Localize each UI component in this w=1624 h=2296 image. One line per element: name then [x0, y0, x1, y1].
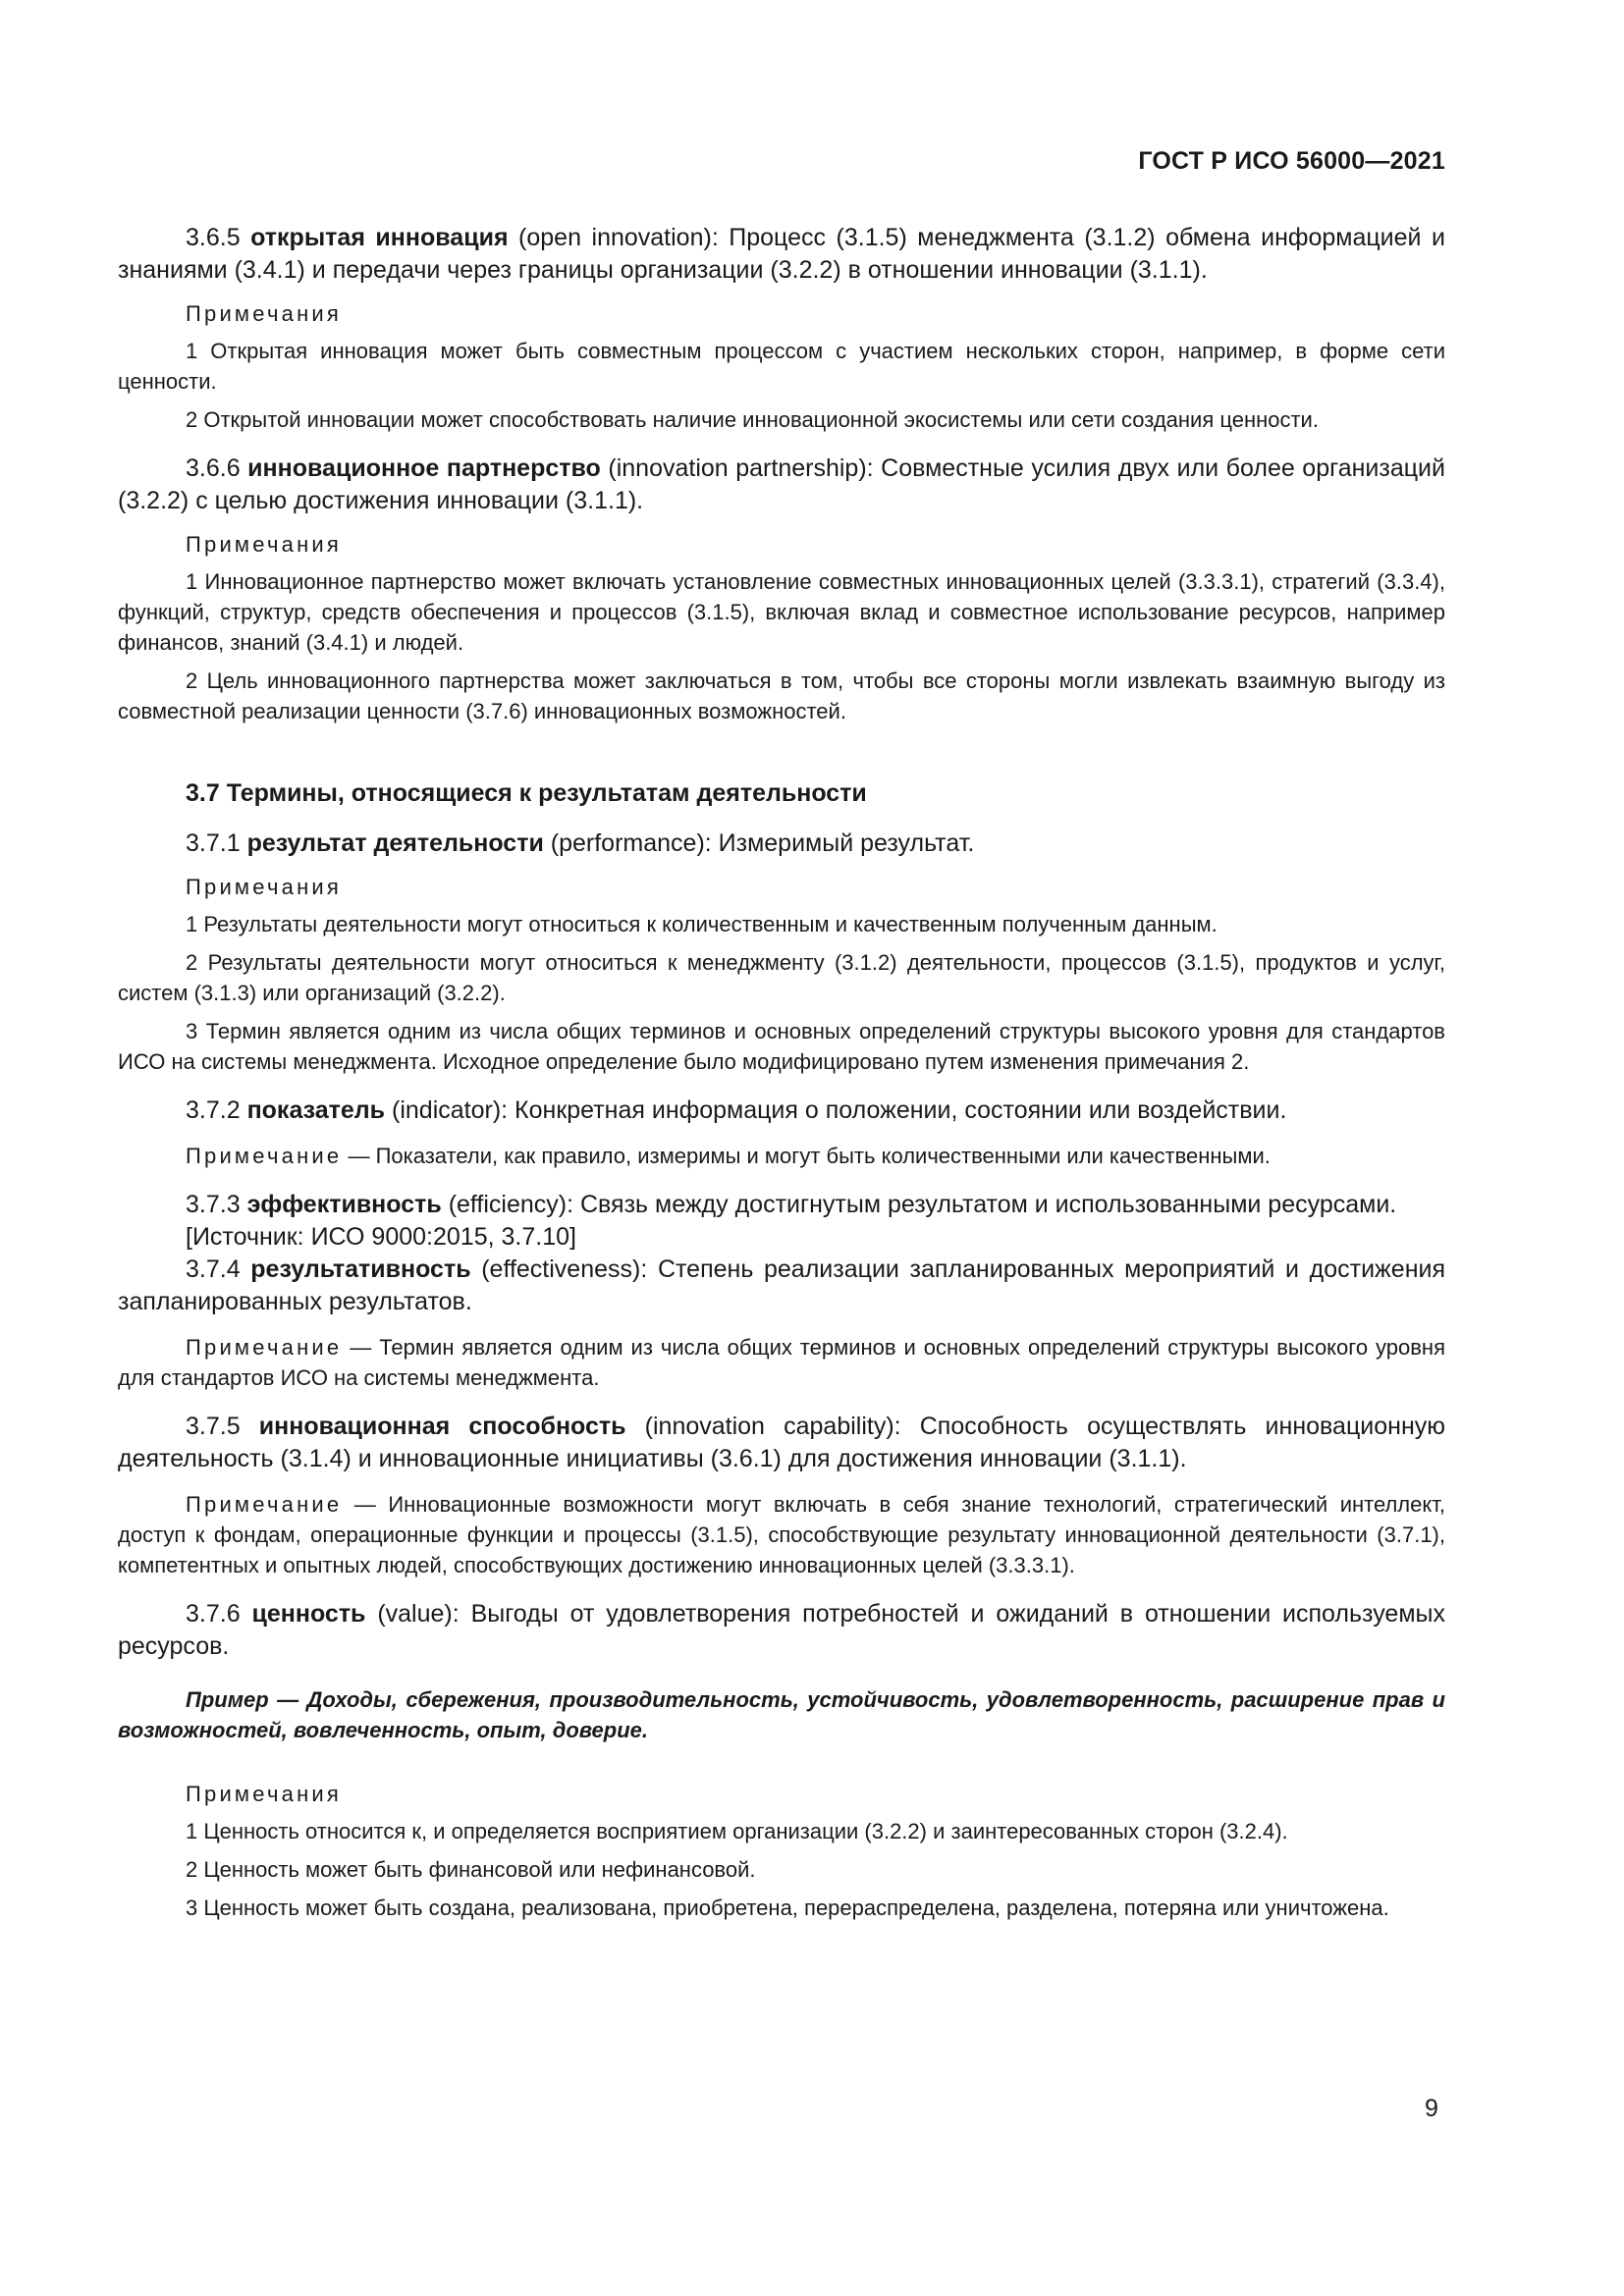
term-definition: (innovation capability): Способность осуществлять инновационную деятельность (3.1.4) и инновационные инициативы (3.6.1) для достижения инновации (3.1.1). [118, 1413, 1445, 1472]
note-3-7-4 [118, 1332, 1445, 1393]
notes-heading: Примечания [186, 1782, 343, 1806]
note-3-7-5 [118, 1489, 1445, 1580]
term-title: инновационная способность [258, 1413, 626, 1440]
note-heading: Примечание [186, 1144, 343, 1168]
term-title: инновационное партнерство [247, 454, 601, 482]
term-definition: (performance): Измеримый результат. [543, 829, 975, 857]
source-reference: [Источник: ИСО 9000:2015, 3.7.10] [186, 1223, 576, 1251]
note-text: — Показатели, как правило, измеримы и могут быть количественными или качественными. [342, 1144, 1271, 1168]
notes-heading: Примечания [186, 301, 343, 326]
term-number: 3.7.4 [186, 1255, 241, 1283]
note-3-7-1-1: 1 Результаты деятельности могут относиться к количественным и качественным полученным данным. [186, 912, 1218, 936]
term-title: открытая инновация [250, 224, 509, 251]
note-heading: Примечание [186, 1335, 343, 1360]
term-3-7-3 [118, 1189, 1445, 1221]
note-3-6-6-2: 2 Цель инновационного партнерства может заключаться в том, чтобы все стороны могли извлекать взаимную выгоду из совместной реализации ценности (3.7.6) инновационных возможностей. [118, 668, 1445, 723]
note-heading: Примечание [186, 1492, 343, 1517]
notes-heading: Примечания [186, 532, 343, 557]
page-number: 9 [1425, 2095, 1438, 2122]
term-3-7-6 [118, 1598, 1445, 1663]
note-3-7-6-2: 2 Ценность может быть финансовой или нефинансовой. [186, 1857, 756, 1882]
note-text: — Инновационные возможности могут включать в себя знание технологий, стратегический интеллект, доступ к фондам, операционные функции и процессы (3.1.5), способствующие результату инновационной деятельности (3.7.1), компетентных и опытных людей, способствующих достижению инновационных целей (3.3.3.1). [118, 1492, 1445, 1577]
term-3-7-2 [118, 1095, 1445, 1127]
term-3-7-5 [118, 1411, 1445, 1475]
term-title: показатель [246, 1096, 386, 1124]
page-content [118, 222, 1445, 1923]
term-definition: (effectiveness): Степень реализации запланированных мероприятий и достижения запланированных результатов. [118, 1255, 1445, 1315]
term-number: 3.6.5 [186, 224, 241, 251]
term-3-7-1 [118, 828, 1445, 860]
term-definition: (efficiency): Связь между достигнутым результатом и использованными ресурсами. [441, 1191, 1397, 1218]
note-3-7-1-3: 3 Термин является одним из числа общих терминов и основных определений структуры высокого уровня для стандартов ИСО на системы менеджмента. Исходное определение было модифицировано путем изменения примечания 2. [118, 1019, 1445, 1074]
standard-header: ГОСТ Р ИСО 56000—2021 [1138, 147, 1445, 175]
example-3-7-6: Пример — Доходы, сбережения, производительность, устойчивость, удовлетворенность, расширение прав и возможностей, вовлеченность, опыт, доверие. [118, 1687, 1445, 1742]
note-3-7-6-1: 1 Ценность относится к, и определяется восприятием организации (3.2.2) и заинтересованных сторон (3.2.4). [186, 1819, 1288, 1843]
note-3-6-6-1: 1 Инновационное партнерство может включать установление совместных инновационных целей (3.3.3.1), стратегий (3.3.4), функций, структур, средств обеспечения и процессов (3.1.5), включая вклад и совместное использование ресурсов, например финансов, знаний (3.4.1) и людей. [118, 569, 1445, 655]
term-number: 3.7.6 [186, 1600, 241, 1628]
term-3-6-5 [118, 222, 1445, 287]
term-title: результативность [250, 1255, 471, 1283]
term-definition: (indicator): Конкретная информация о положении, состоянии или воздействии. [385, 1096, 1287, 1124]
note-text: — Термин является одним из числа общих терминов и основных определений структуры высокого уровня для стандартов ИСО на системы менеджмента. [118, 1335, 1445, 1390]
term-number: 3.7.2 [186, 1096, 241, 1124]
term-number: 3.6.6 [186, 454, 241, 482]
term-title: эффективность [246, 1191, 442, 1218]
term-definition: (open innovation): Процесс (3.1.5) менеджмента (3.1.2) обмена информацией и знаниями (3.4.1) и передачи через границы организации (3.2.2) в отношении инновации (3.1.1). [118, 224, 1445, 284]
term-title: ценность [251, 1600, 366, 1628]
note-3-6-5-2: 2 Открытой инновации может способствовать наличие инновационной экосистемы или сети создания ценности. [186, 407, 1319, 432]
term-number: 3.7.3 [186, 1191, 241, 1218]
note-3-7-1-2: 2 Результаты деятельности могут относиться к менеджменту (3.1.2) деятельности, процессов (3.1.5), продуктов и услуг, систем (3.1.3) или организаций (3.2.2). [118, 950, 1445, 1005]
notes-heading: Примечания [186, 875, 343, 899]
term-number: 3.7.1 [186, 829, 241, 857]
note-3-6-5-1: 1 Открытая инновация может быть совместным процессом с участием нескольких сторон, например, в форме сети ценности. [118, 339, 1445, 394]
term-definition: (value): Выгоды от удовлетворения потребностей и ожиданий в отношении используемых ресурсов. [118, 1600, 1445, 1660]
term-title: результат деятельности [246, 829, 544, 857]
term-3-7-4 [118, 1254, 1445, 1318]
section-heading-3-7: 3.7 Термины, относящиеся к результатам деятельности [186, 779, 867, 807]
note-3-7-6-3: 3 Ценность может быть создана, реализована, приобретена, перераспределена, разделена, потеряна или уничтожена. [186, 1896, 1389, 1920]
term-3-6-6 [118, 453, 1445, 517]
note-3-7-2 [118, 1141, 1445, 1171]
term-number: 3.7.5 [186, 1413, 241, 1440]
term-definition: (innovation partnership): Совместные усилия двух или более организаций (3.2.2) с целью достижения инновации (3.1.1). [118, 454, 1445, 514]
